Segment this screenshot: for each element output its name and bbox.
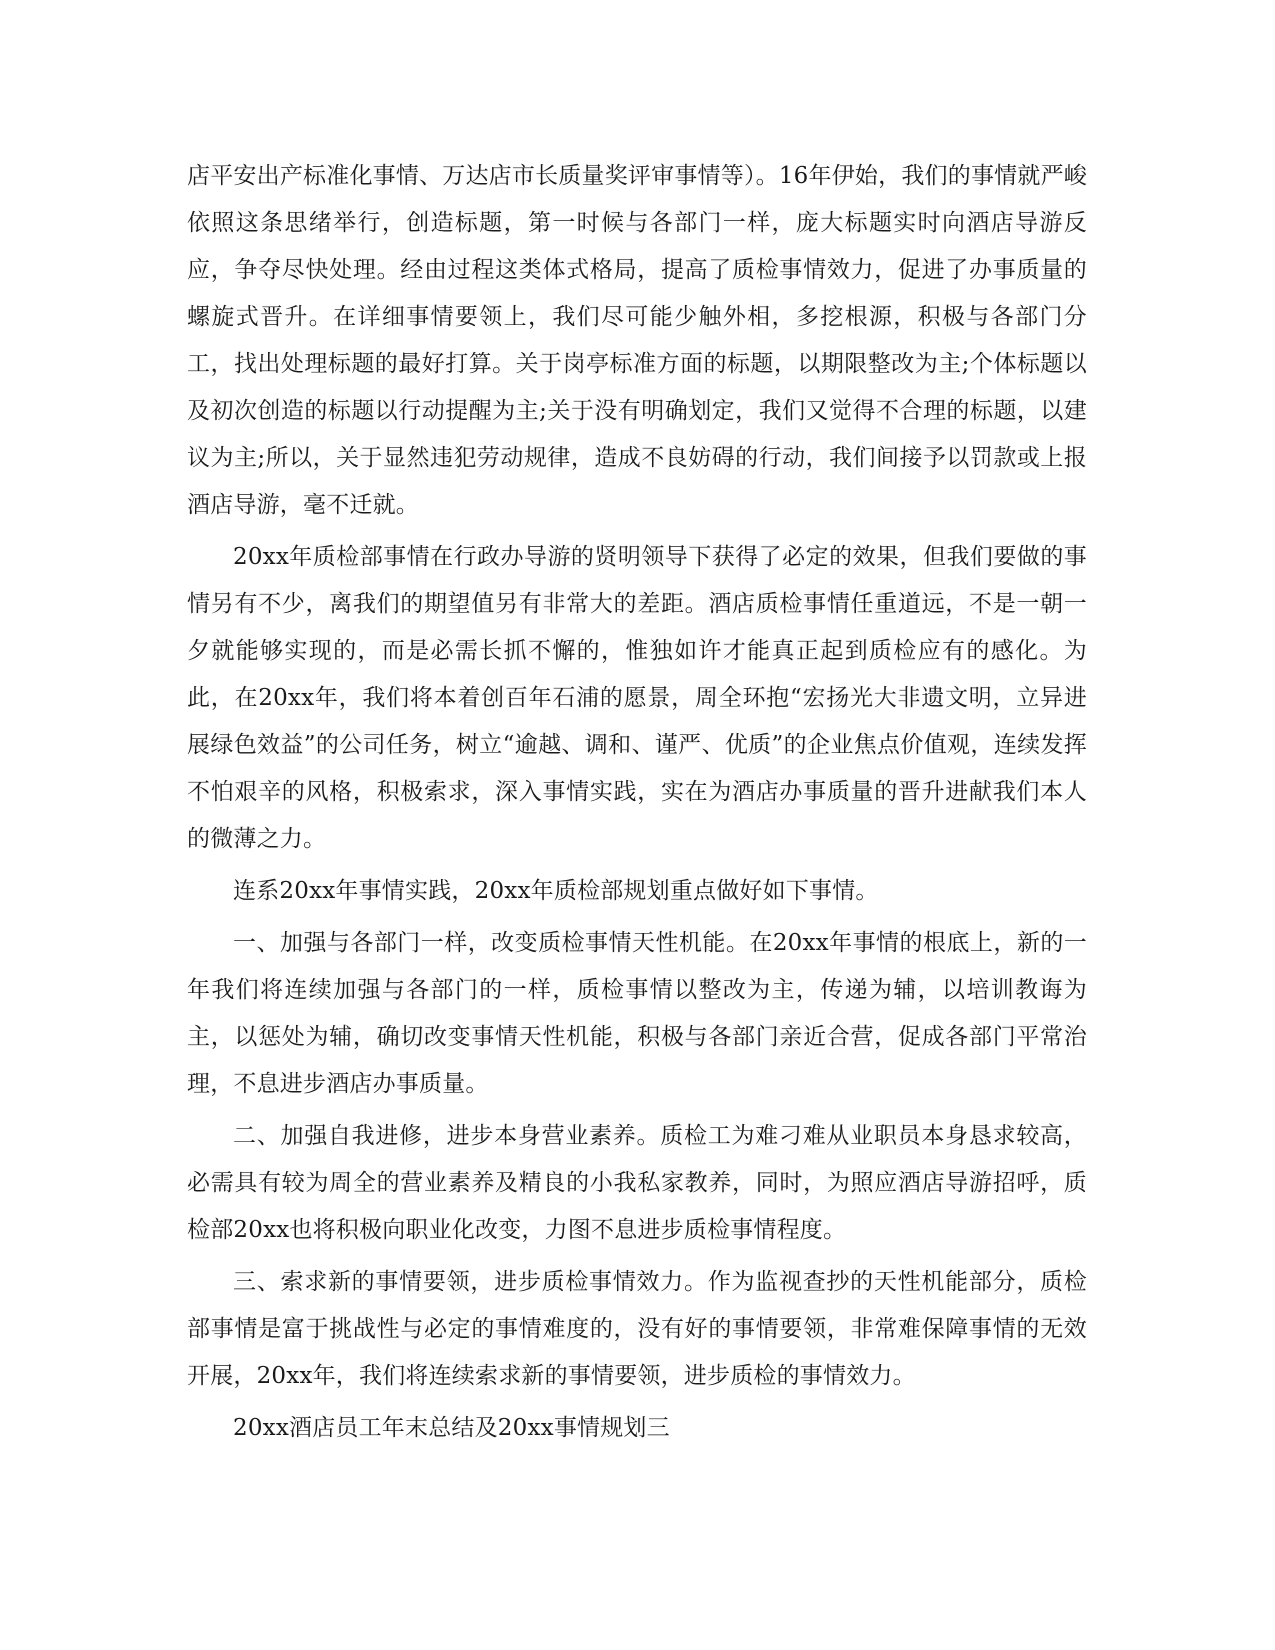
paragraph-outlook: 20xx年质检部事情在行政办导游的贤明领导下获得了必定的效果，但我们要做的事情另有不少，离我们的期望值另有非常大的差距。酒店质检事情任重道远，不是一朝一夕就能够实现的，而是必需长抓不懈的，惟独如许才能真正起到质检应有的感化。为此，在20xx年，我们将本着创百年石浦的愿景，周全环抱“宏扬光大非遗文明，立异进展绿色效益”的公司任务，树立“逾越、调和、谨严、优质”的企业焦点价值观，连续发挥不怕艰辛的风格，积极索求，深入事情实践，实在为酒店办事质量的晋升进献我们本人的微薄之力。 [187, 544, 1087, 852]
document-body [187, 153, 1087, 1457]
paragraph-plan-intro: 连系20xx年事情实践，20xx年质检部规划重点做好如下事情。 [233, 878, 879, 904]
section-heading: 20xx酒店员工年末总结及20xx事情规划三 [233, 1415, 670, 1441]
paragraph-plan-item-3: 三、索求新的事情要领，进步质检事情效力。作为监视查抄的天性机能部分，质检部事情是富于挑战性与必定的事情难度的，没有好的事情要领，非常难保障事情的无效开展，20xx年，我们将连续索求新的事情要领，进步质检的事情效力。 [187, 1269, 1087, 1389]
paragraph-plan-item-2: 二、加强自我进修，进步本身营业素养。质检工为难刁难从业职员本身恳求较高，必需具有较为周全的营业素养及精良的小我私家教养，同时，为照应酒店导游招呼，质检部20xx也将积极向职业化改变，力图不息进步质检事情程度。 [187, 1123, 1087, 1243]
paragraph-continuation: 店平安出产标准化事情、万达店市长质量奖评审事情等）。16年伊始，我们的事情就严峻依照这条思绪举行，创造标题，第一时候与各部门一样，庞大标题实时向酒店导游反应，争夺尽快处理。经由过程这类体式格局，提高了质检事情效力，促进了办事质量的螺旋式晋升。在详细事情要领上，我们尽可能少触外相，多挖根源，积极与各部门分工，找出处理标题的最好打算。关于岗亭标准方面的标题，以期限整改为主;个体标题以及初次创造的标题以行动提醒为主;关于没有明确划定，我们又觉得不合理的标题，以建议为主;所以，关于显然违犯劳动规律，造成不良妨碍的行动，我们间接予以罚款或上报酒店导游，毫不迁就。 [187, 163, 1087, 518]
paragraph-plan-item-1: 一、加强与各部门一样，改变质检事情天性机能。在20xx年事情的根底上，新的一年我们将连续加强与各部门的一样，质检事情以整改为主，传递为辅，以培训教诲为主，以惩处为辅，确切改变事情天性机能，积极与各部门亲近合营，促成各部门平常治理，不息进步酒店办事质量。 [187, 930, 1087, 1097]
